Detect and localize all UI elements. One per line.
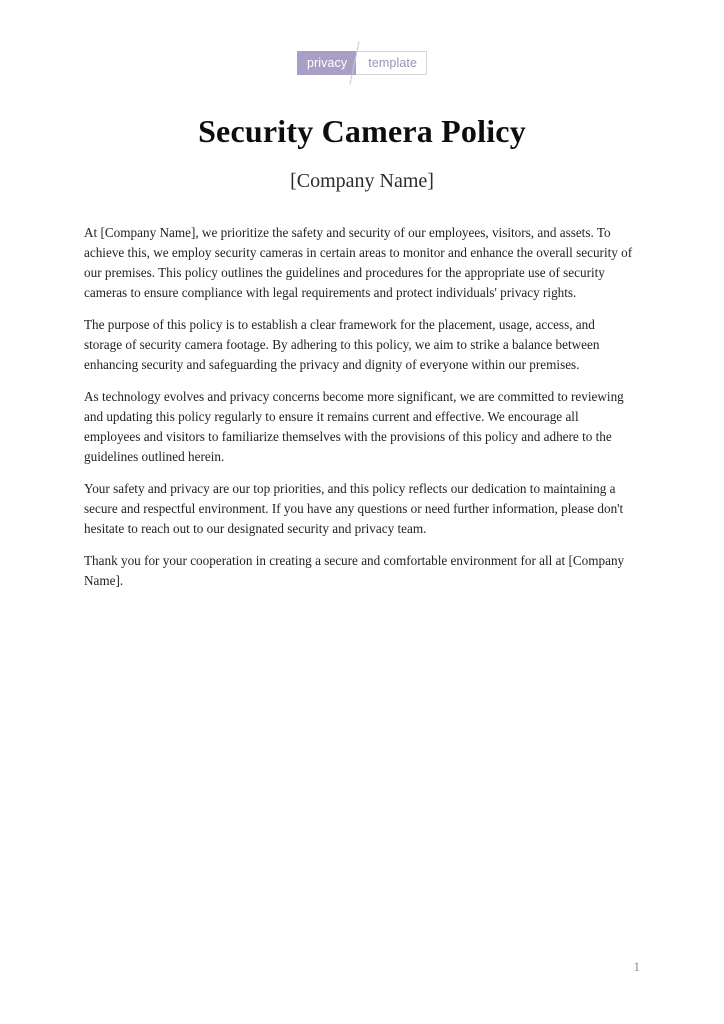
page-title: Security Camera Policy: [198, 113, 526, 150]
body-paragraph: Your safety and privacy are our top priorities, and this policy reflects our dedication to maintaining a secure and respectful environment. If you have any questions or need further information, please don't hesitate to reach out to our designated security and privacy team.: [84, 481, 624, 536]
body-paragraph: The purpose of this policy is to establish a clear framework for the placement, usage, access, and storage of security camera footage. By adhering to this policy, we aim to strike a balance between enhancing security and safeguarding the privacy and dignity of everyone within our premises.: [84, 317, 600, 372]
page-number: 1: [633, 959, 640, 974]
company-name-subtitle: [Company Name]: [290, 170, 434, 192]
logo-privacy-label: privacy: [297, 51, 356, 75]
privacy-template-logo: [297, 51, 427, 75]
body-paragraph: As technology evolves and privacy concerns become more significant, we are committed to reviewing and updating this policy regularly to ensure it remains current and effective. We encourage all employees and visitors to familiarize themselves with the provisions of this policy and adhere to the guidelines outlined herein.: [84, 389, 624, 464]
body-paragraph: At [Company Name], we prioritize the safety and security of our employees, visitors, and assets. To achieve this, we employ security cameras in certain areas to monitor and enhance the overall security of our premises. This policy outlines the guidelines and procedures for the appropriate use of security cameras to ensure compliance with legal requirements and protect individuals' privacy rights.: [84, 225, 633, 300]
body-paragraph: Thank you for your cooperation in creating a secure and comfortable environment for all at [Company Name].: [84, 553, 625, 588]
logo-template-label: template: [356, 51, 427, 75]
brand-logo: [0, 40, 724, 86]
document-body: [84, 223, 636, 591]
